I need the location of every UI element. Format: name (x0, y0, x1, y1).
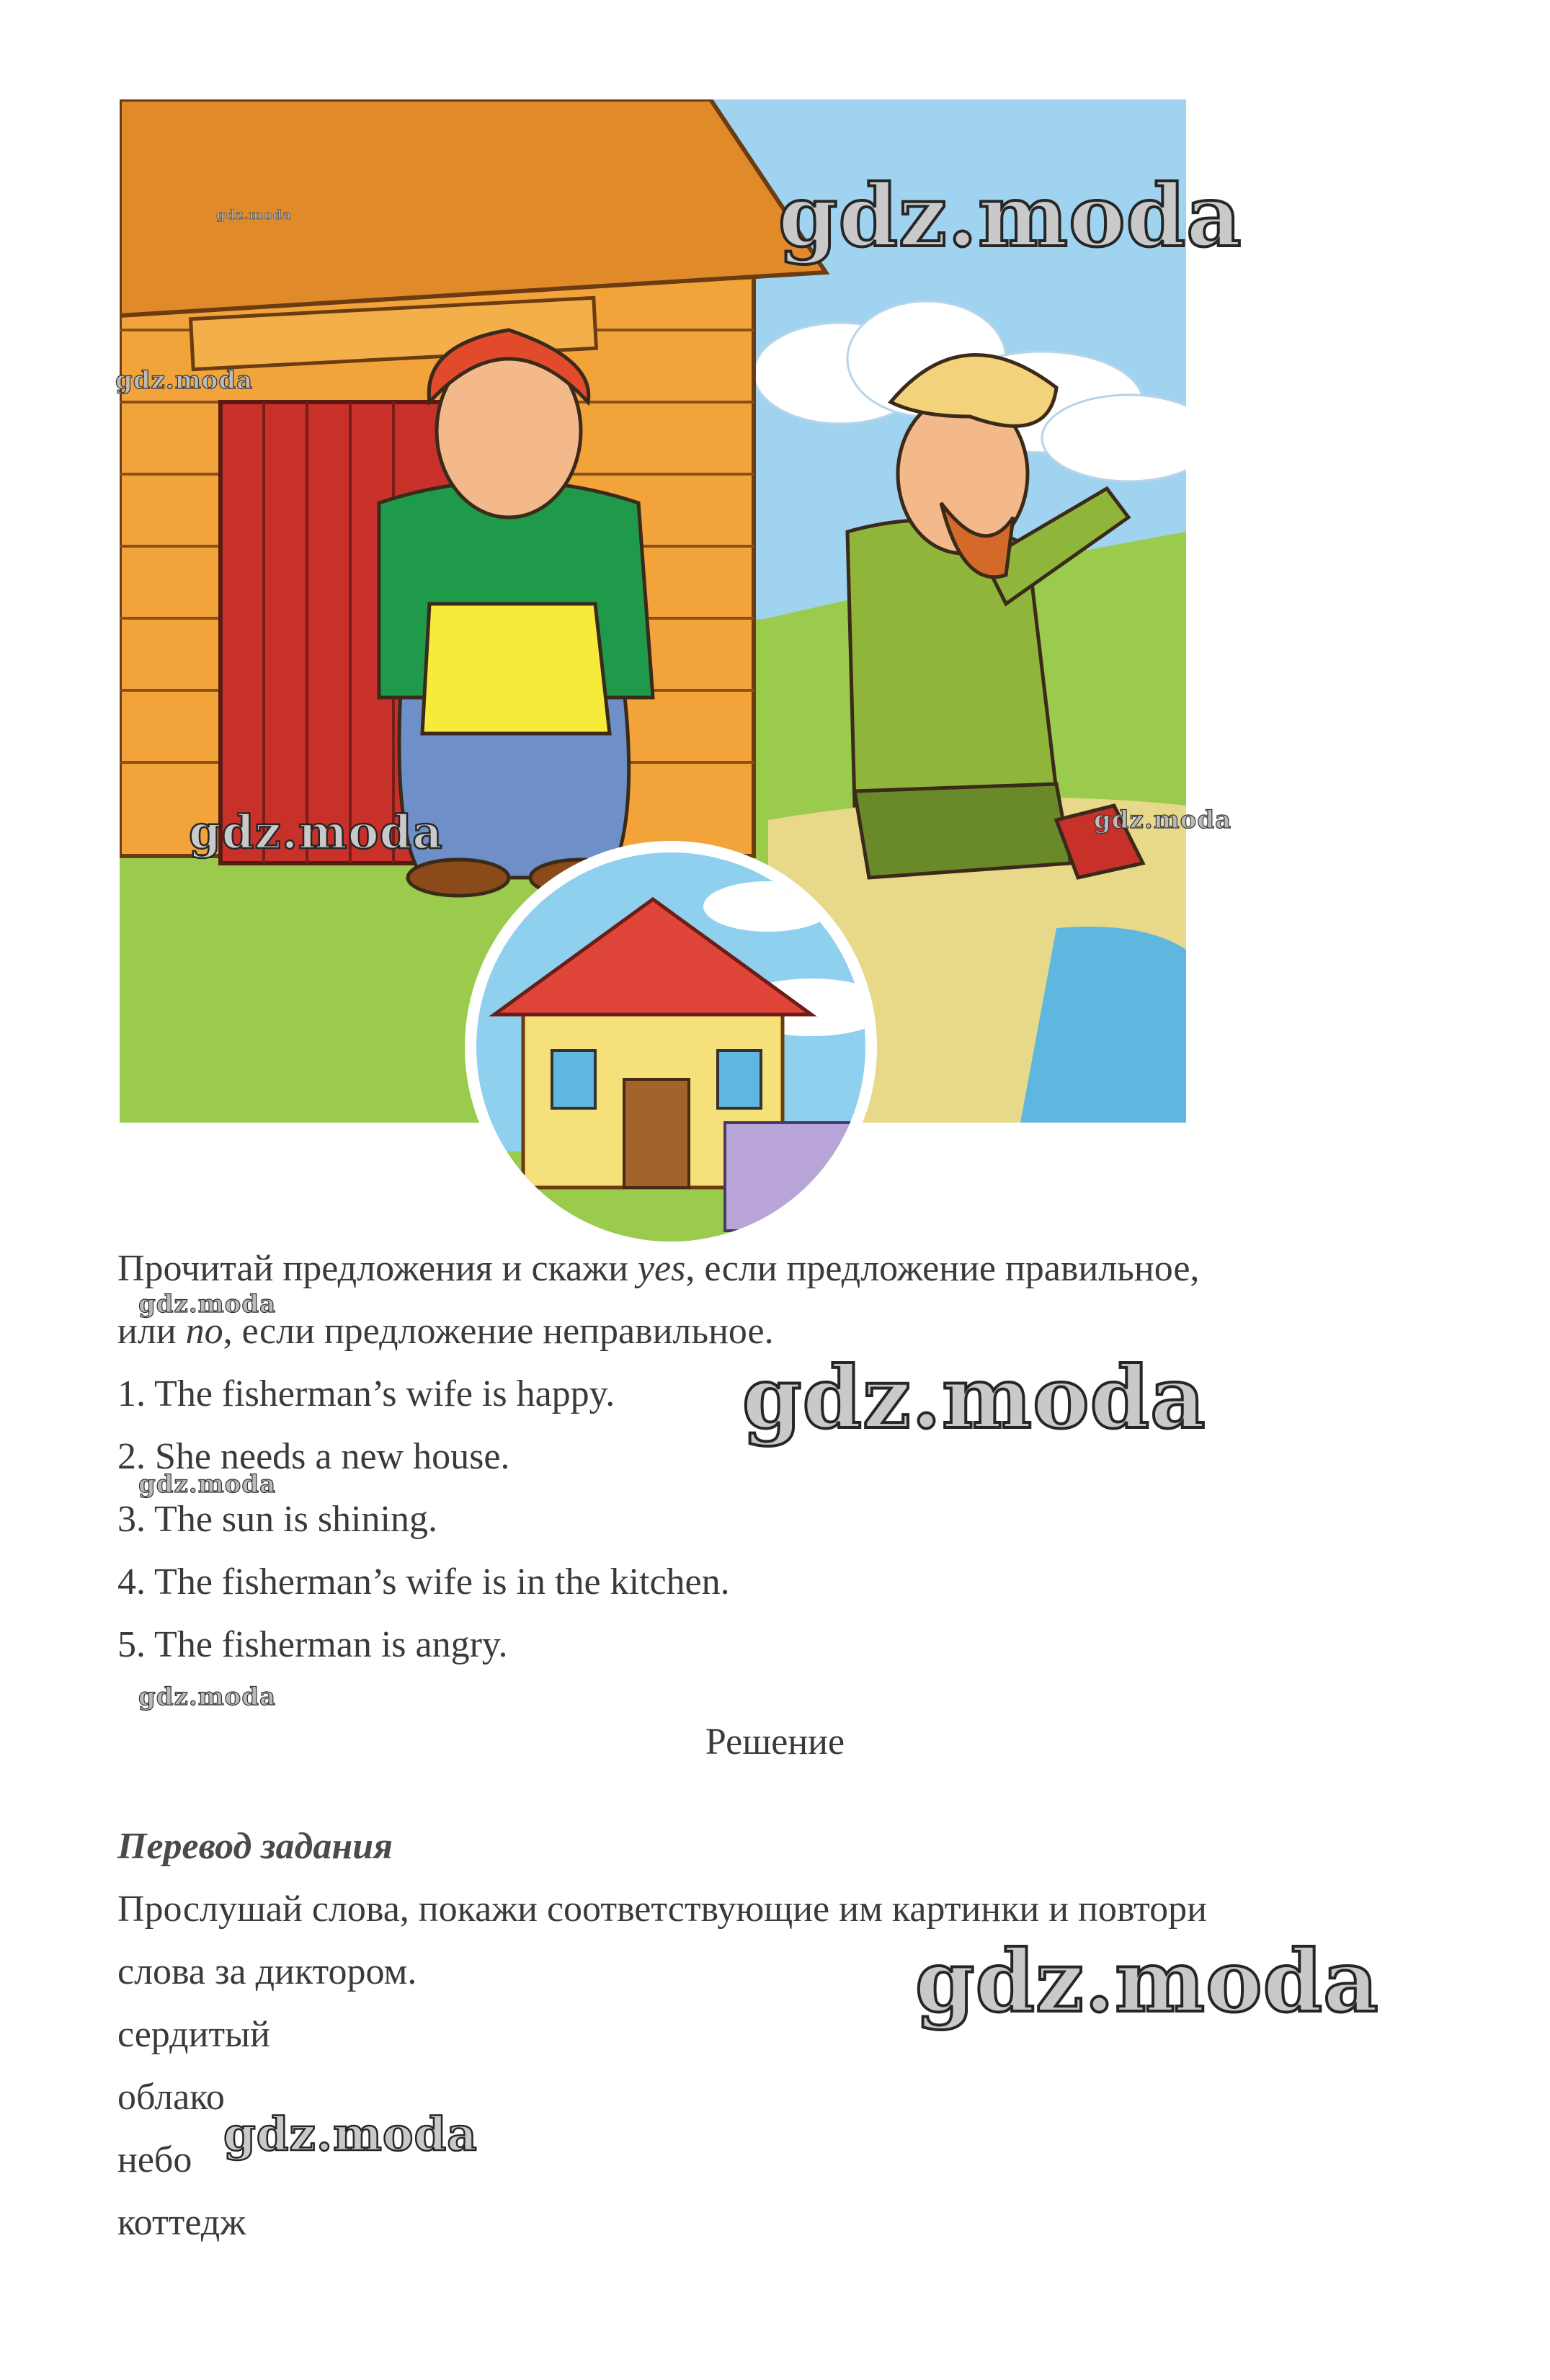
watermark: gdz.moda (138, 1470, 277, 1499)
watermark: gdz.moda (223, 2108, 478, 2162)
sentence-item: 1. The fisherman’s wife is happy. (117, 1373, 615, 1414)
solution-label: Решение (705, 1721, 845, 1762)
translation-line-1: Прослушай слова, покажи соответствующие им картинки и повтори (117, 1889, 1207, 1930)
watermark: gdz.moda (742, 1347, 1206, 1448)
task-instruction-line-2: или no, если предложение неправильное. (117, 1311, 774, 1352)
word-item: сердитый (117, 2014, 270, 2055)
word-item: небо (117, 2139, 192, 2180)
sentence-item: 2. She needs a new house. (117, 1436, 510, 1477)
watermark: gdz.moda (138, 1683, 277, 1711)
watermark: gdz.moda (778, 166, 1242, 266)
watermark: gdz.moda (189, 806, 443, 860)
watermark: gdz.moda (216, 208, 292, 223)
watermark: gdz.moda (138, 1290, 277, 1319)
sentence-item: 5. The fisherman is angry. (117, 1624, 508, 1665)
sentence-item: 4. The fisherman’s wife is in the kitchen. (117, 1561, 730, 1603)
word-item: коттедж (117, 2202, 246, 2243)
word-item: облако (117, 2077, 225, 2118)
watermark: gdz.moda (915, 1931, 1379, 2031)
story-illustration (120, 99, 1186, 1245)
translation-heading: Перевод задания (117, 1826, 393, 1867)
sentence-item: 3. The sun is shining. (117, 1499, 437, 1540)
watermark: gdz.moda (115, 366, 254, 395)
task-instruction-line-1: Прочитай предложения и скажи yes, если предложение правильное, (117, 1248, 1200, 1289)
watermark: gdz.moda (1094, 806, 1232, 834)
translation-line-2: слова за диктором. (117, 1951, 417, 1992)
